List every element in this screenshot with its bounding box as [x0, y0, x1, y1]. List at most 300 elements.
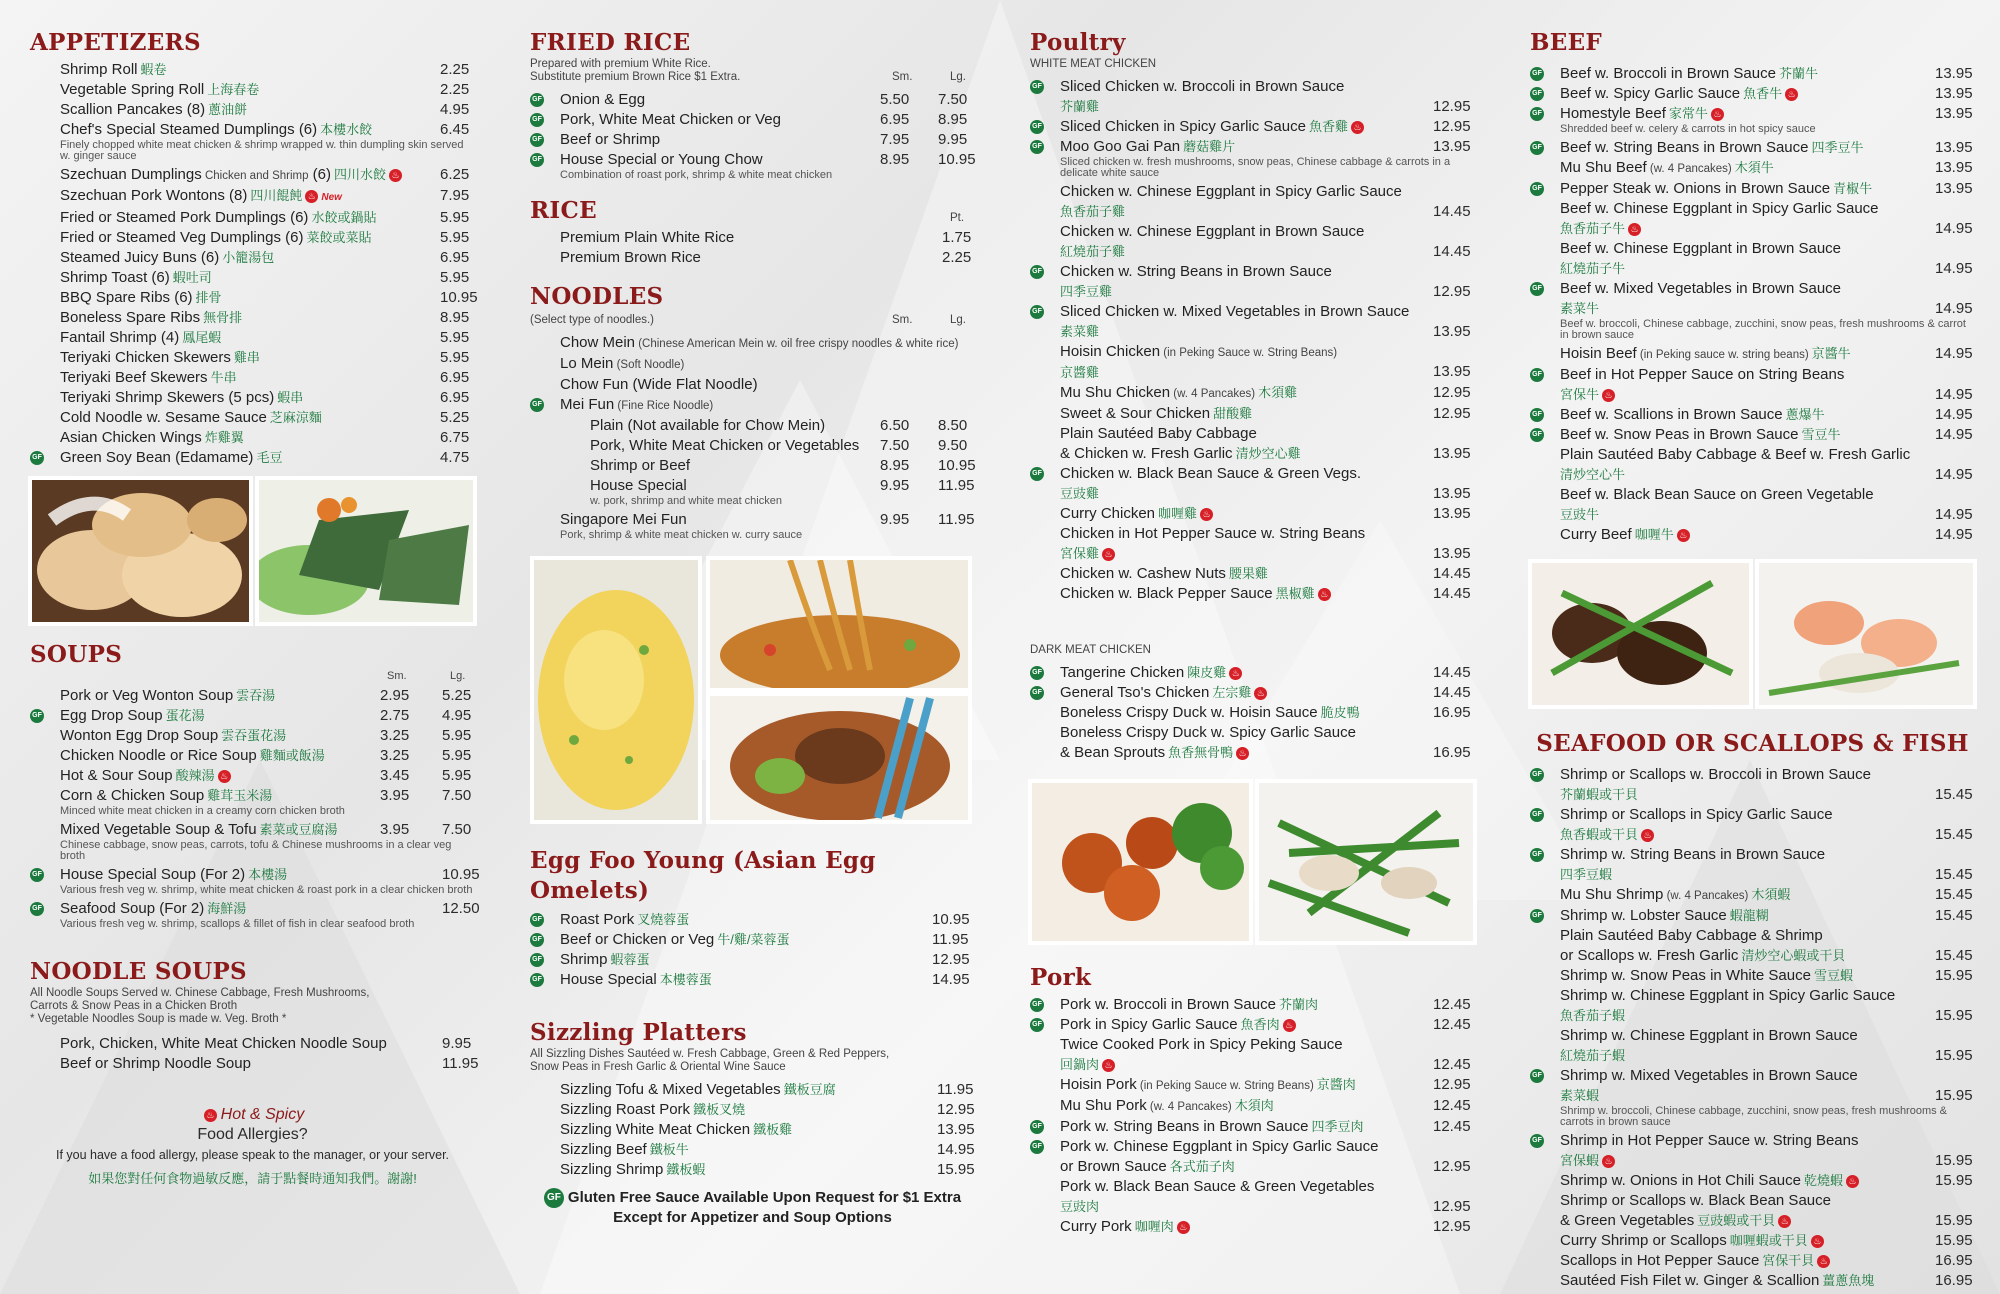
- gf-badge-icon: GF: [1030, 1120, 1044, 1134]
- menu-item: [530, 248, 975, 268]
- item-price: 15.95: [1935, 1212, 1973, 1229]
- gf-note-line-1: Gluten Free Sauce Available Upon Request for $1 Extra: [567, 1189, 962, 1206]
- menu-item: [1530, 138, 1975, 158]
- item-name: Mu Shu Shrimp: [1560, 886, 1664, 903]
- item-name: Beef or Chicken or Veg: [560, 931, 715, 948]
- menu-item: [1530, 405, 1975, 425]
- item-name: Curry Beef: [1560, 526, 1632, 543]
- general-tso-photo: [1028, 779, 1253, 945]
- menu-item: [530, 416, 975, 436]
- item-name: Homestyle Beef: [1560, 105, 1666, 122]
- menu-item: [30, 60, 475, 80]
- item-chinese-name: 豆豉牛: [1560, 507, 1600, 522]
- price-small: 9.95: [880, 511, 910, 528]
- item-name: Scallion Pancakes (8): [60, 101, 206, 118]
- item-price: 14.45: [1433, 203, 1471, 220]
- item-chinese-name: 牛/雞/菜蓉蛋: [717, 932, 790, 947]
- item-note: (w. 4 Pancakes): [1146, 1101, 1232, 1113]
- item-name: Twice Cooked Pork in Spicy Peking Sauce: [1060, 1036, 1343, 1053]
- item-chinese-name: 雲吞湯: [236, 688, 276, 703]
- item-price: 2.25: [942, 249, 972, 266]
- item-price: 14.95: [1935, 300, 1973, 317]
- gf-badge-icon: GF: [30, 902, 44, 916]
- item-name: Cold Noodle w. Sesame Sauce: [60, 409, 267, 426]
- menu-item: [1030, 663, 1475, 683]
- menu-item: [1530, 344, 1975, 365]
- chili-pepper-icon: ♨: [1817, 1255, 1830, 1268]
- item-name: Pork w. Chinese Eggplant in Spicy Garlic Sauce: [1060, 1138, 1379, 1155]
- item-name: Chicken w. Cashew Nuts: [1060, 565, 1226, 582]
- menu-item: [30, 766, 475, 786]
- item-name: Fried or Steamed Veg Dumplings (6): [60, 229, 304, 246]
- item-chinese-name: 京醬肉: [1316, 1077, 1356, 1092]
- chili-pepper-icon: ♨: [1200, 508, 1213, 521]
- poultry-photos: [1030, 779, 1475, 947]
- item-price: 9.95: [442, 1035, 472, 1052]
- item-chinese-name: 鐵板豆腐: [783, 1082, 836, 1097]
- chili-pepper-icon: ♨: [1641, 829, 1654, 842]
- item-name: Chow Fun (Wide Flat Noodle): [560, 376, 758, 393]
- item-name: Curry Chicken: [1060, 505, 1156, 522]
- lo-mein-image: [710, 560, 968, 688]
- item-price: 14.45: [1433, 565, 1471, 582]
- beef-noodle-soup-image: [710, 696, 968, 820]
- item-chinese-name: 左宗雞: [1212, 685, 1252, 700]
- item-note: (in Peking sauce w. string beans): [1636, 349, 1809, 361]
- price-small: 7.50: [880, 437, 910, 454]
- item-note: (w. 4 Pancakes): [1646, 163, 1732, 175]
- noodle-photos: [530, 556, 975, 826]
- item-chinese-name: 雞茸玉米湯: [207, 788, 273, 803]
- item-chinese-name: 鐵板雞: [753, 1122, 793, 1137]
- egg-foo-young-list: [530, 910, 975, 990]
- gf-badge-icon: GF: [30, 709, 44, 723]
- item-description: Chinese cabbage, snow peas, carrots, tofu & Chinese mushrooms in a clear veg broth: [60, 839, 452, 862]
- beef-photos: [1530, 559, 1975, 711]
- item-price: 16.95: [1433, 704, 1471, 721]
- appetizers-list: [30, 60, 478, 468]
- scallion-pancake-image: [259, 480, 473, 622]
- item-chinese-name: 魚香雞: [1308, 119, 1348, 134]
- item-name: Shrimp or Beef: [590, 457, 691, 474]
- item-description: Shrimp w. broccoli, Chinese cabbage, zucchini, snow peas, fresh mushrooms & carrots in brown sauce: [1560, 1105, 1948, 1128]
- menu-item: [530, 150, 975, 184]
- noodles-sm-label: Sm.: [892, 314, 913, 326]
- item-name: Seafood Soup (For 2): [60, 900, 205, 917]
- item-price: 13.95: [1433, 323, 1471, 340]
- price-large: 10.95: [442, 866, 480, 883]
- item-price: 4.75: [440, 449, 470, 466]
- menu-item: [30, 120, 475, 165]
- item-name: Shrimp or Scallops w. Broccoli in Brown Sauce: [1560, 766, 1871, 783]
- menu-item: [530, 110, 975, 130]
- item-chinese-name: 紅燒茄子蝦: [1560, 1048, 1626, 1063]
- chili-pepper-icon: ♨: [1811, 1235, 1824, 1248]
- menu-item: [530, 930, 975, 950]
- item-price: 5.95: [440, 329, 470, 346]
- fried-rice-image: [534, 560, 698, 820]
- menu-item: [30, 388, 475, 408]
- item-chinese-name: 魚香牛: [1743, 86, 1783, 101]
- item-name: Premium Plain White Rice: [560, 229, 735, 246]
- dark-meat-list: [1030, 663, 1475, 763]
- item-chinese-name: 叉燒蓉蛋: [637, 912, 690, 927]
- chili-pepper-icon: ♨: [1677, 529, 1690, 542]
- item-chinese-name: 魚香茄子蝦: [1560, 1008, 1626, 1023]
- gf-badge-icon: GF: [1030, 265, 1044, 279]
- gf-badge-icon: GF: [1530, 368, 1544, 382]
- item-chinese-name: 四川餛飩: [250, 188, 303, 203]
- noodles-title: NOODLES: [530, 283, 664, 310]
- price-small: 2.95: [380, 687, 410, 704]
- item-price: 5.95: [440, 349, 470, 366]
- item-name: Shrimp: [560, 951, 608, 968]
- item-price: 12.95: [937, 1101, 975, 1118]
- shrimp-photo: [1755, 559, 1977, 709]
- chili-pepper-icon: ♨: [1102, 548, 1115, 561]
- item-price: 6.25: [440, 166, 470, 183]
- item-name: House Special: [560, 971, 657, 988]
- item-price: 15.45: [1935, 826, 1973, 843]
- item-name: Boneless Crispy Duck w. Spicy Garlic Sauce: [1060, 724, 1356, 741]
- gf-badge-icon: GF: [1530, 428, 1544, 442]
- item-name: Shrimp w. Lobster Sauce: [1560, 907, 1727, 924]
- item-chinese-name: 鳳尾蝦: [182, 330, 222, 345]
- item-name: Moo Goo Gai Pan: [1060, 138, 1181, 155]
- fried-rice-sm-label: Sm.: [892, 71, 913, 83]
- menu-item: [1030, 1075, 1475, 1096]
- gf-note-line-2: Except for Appetizer and Soup Options: [613, 1209, 892, 1227]
- menu-item: [30, 448, 475, 468]
- price-large: 5.95: [442, 727, 472, 744]
- beef-title: BEEF: [1530, 29, 1603, 56]
- noodles-photo: [706, 556, 972, 692]
- item-name: Pork w. Broccoli in Brown Sauce: [1060, 996, 1276, 1013]
- item-price: 6.95: [440, 369, 470, 386]
- item-chinese-name: 木須蝦: [1751, 887, 1791, 902]
- item-chinese-name: 甜酸雞: [1213, 406, 1253, 421]
- item-chinese-name: 毛豆: [256, 450, 283, 465]
- item-name: Beef w. Chinese Eggplant in Spicy Garlic Sauce: [1560, 200, 1879, 217]
- item-chinese-name: 腰果雞: [1228, 566, 1268, 581]
- item-name: Chicken in Hot Pepper Sauce w. String Beans: [1060, 525, 1366, 542]
- egg-foo-young-title: Egg Foo Young (Asian Egg Omelets): [530, 847, 876, 904]
- item-name: Sautéed Fish Filet w. Ginger & Scallion: [1560, 1272, 1820, 1289]
- item-name: Sliced Chicken in Spicy Garlic Sauce: [1060, 118, 1306, 135]
- item-chinese-name: 雪豆牛: [1801, 427, 1841, 442]
- menu-item: [1030, 302, 1475, 342]
- item-name: Roast Pork: [560, 911, 635, 928]
- item-chinese-name: 四季豆蝦: [1560, 867, 1613, 882]
- item-name: Wonton Egg Drop Soup: [60, 727, 219, 744]
- beef-scallion-image: [1532, 563, 1749, 705]
- item-name: Shrimp w. Chinese Eggplant in Brown Sauce: [1560, 1027, 1858, 1044]
- item-chinese-name: 蔥爆牛: [1785, 407, 1825, 422]
- item-name: Plain Sautéed Baby Cabbage & Beef w. Fresh Garlic: [1560, 446, 1911, 463]
- soups-list: [30, 686, 480, 933]
- item-name: Boneless Crispy Duck w. Hoisin Sauce: [1060, 704, 1318, 721]
- menu-item: [1030, 1177, 1475, 1217]
- item-price: 12.95: [932, 951, 970, 968]
- item-price: 13.95: [1433, 445, 1471, 462]
- item-price: 5.95: [440, 269, 470, 286]
- item-chinese-name: 宮保雞: [1060, 546, 1100, 561]
- menu-item: [1530, 365, 1975, 405]
- chili-pepper-icon: ♨: [204, 1109, 217, 1122]
- item-chinese-name: 無骨排: [203, 310, 243, 325]
- item-chinese-name: 雞串: [233, 350, 260, 365]
- allergy-chinese: 如果您對任何食物過敏反應，請于點餐時通知我們。謝謝!: [88, 1171, 417, 1186]
- item-chinese-name: 蘑菇雞片: [1183, 139, 1236, 154]
- allergy-line: If you have a food allergy, please speak to the manager, or your server.: [55, 1148, 450, 1162]
- item-price: 12.95: [1433, 283, 1471, 300]
- soups-size-header: [30, 670, 475, 684]
- chicken-string-beans-image: [1259, 783, 1473, 941]
- item-price: 10.95: [932, 911, 970, 928]
- menu-item: [1030, 424, 1475, 464]
- dumplings-photo: [28, 476, 253, 626]
- item-name: Lo Mein: [560, 355, 614, 372]
- gf-badge-icon: GF: [530, 913, 544, 927]
- menu-item: [1530, 1066, 1975, 1131]
- item-name: Chicken Noodle or Rice Soup: [60, 747, 257, 764]
- item-chinese-name: 芥蘭雞: [1060, 99, 1100, 114]
- chili-pepper-icon: ♨: [1229, 667, 1242, 680]
- item-chinese-name: 鐵板叉燒: [693, 1102, 746, 1117]
- item-name: Sizzling Roast Pork: [560, 1101, 691, 1118]
- menu-item: [1530, 64, 1975, 84]
- noodle-soup-photo: [706, 692, 972, 824]
- gf-badge-icon: GF: [1030, 80, 1044, 94]
- menu-item: [1530, 885, 1975, 906]
- item-price: 10.95: [440, 289, 478, 306]
- item-name: General Tso's Chicken: [1060, 684, 1210, 701]
- chili-pepper-icon: ♨: [1254, 687, 1267, 700]
- gf-badge-icon: GF: [530, 953, 544, 967]
- gf-badge-icon: GF: [1530, 848, 1544, 862]
- item-price: 14.45: [1433, 585, 1471, 602]
- beef-list: [1530, 64, 1975, 545]
- item-price: 12.95: [1433, 1198, 1471, 1215]
- menu-item: [1530, 926, 1975, 966]
- noodle-soups-title: NOODLE SOUPS: [30, 958, 247, 985]
- item-name-line-2: & Green Vegetables: [1560, 1212, 1695, 1229]
- item-chinese-name: 咖喱雞: [1158, 506, 1198, 521]
- item-name: Sizzling Tofu & Mixed Vegetables: [560, 1081, 781, 1098]
- item-name: Shrimp w. Snow Peas in White Sauce: [1560, 967, 1811, 984]
- item-name: Teriyaki Chicken Skewers: [60, 349, 231, 366]
- item-chinese-name: 蛋花湯: [165, 708, 205, 723]
- item-chinese-name: 蝦吐司: [172, 270, 212, 285]
- item-price: 15.95: [1935, 1152, 1973, 1169]
- menu-item: [1530, 445, 1975, 485]
- item-name: Plain Sautéed Baby Cabbage & Shrimp: [1560, 927, 1823, 944]
- gf-badge-icon: GF: [1030, 305, 1044, 319]
- gf-badge-icon: GF: [30, 451, 44, 465]
- menu-item: [30, 308, 475, 328]
- item-chinese-name: 素菜牛: [1560, 301, 1600, 316]
- item-chinese-name: 芝麻涼麵: [269, 410, 322, 425]
- item-name: Scallops in Hot Pepper Sauce: [1560, 1252, 1760, 1269]
- item-name: Pork w. String Beans in Brown Sauce: [1060, 1118, 1309, 1135]
- menu-item: [1030, 1035, 1475, 1075]
- item-chinese-name: 魚香蝦或干貝: [1560, 827, 1639, 842]
- menu-item: [530, 1140, 975, 1160]
- rice-list: [530, 228, 975, 268]
- menu-item: [1030, 564, 1475, 584]
- item-price: 12.95: [1433, 1218, 1471, 1235]
- price-large: 5.25: [442, 687, 472, 704]
- item-price: 16.95: [1433, 744, 1471, 761]
- item-chinese-name: 四季豆肉: [1311, 1119, 1364, 1134]
- item-chinese-name: 水餃或鍋貼: [311, 210, 377, 225]
- beef-scallion-photo: [1528, 559, 1753, 709]
- item-name: Tangerine Chicken: [1060, 664, 1185, 681]
- menu-item: [30, 208, 475, 228]
- menu-item: [1030, 464, 1475, 504]
- item-name: Mu Shu Chicken: [1060, 384, 1171, 401]
- item-note: (Soft Noodle): [613, 359, 685, 371]
- item-chinese-name: 鐵板牛: [649, 1142, 689, 1157]
- item-name: Beef w. Scallions in Brown Sauce: [1560, 406, 1783, 423]
- menu-item: [530, 1160, 975, 1180]
- menu-item: [530, 354, 975, 375]
- item-name: House Special or Young Chow: [560, 151, 763, 168]
- item-name: Curry Shrimp or Scallops: [1560, 1232, 1727, 1249]
- item-price: 15.95: [1935, 1172, 1973, 1189]
- gf-badge-icon: GF: [30, 868, 44, 882]
- item-description: Combination of roast pork, shrimp & white meat chicken: [560, 169, 833, 181]
- fried-rice-title: FRIED RICE: [530, 29, 691, 56]
- allergy-notice: [30, 1104, 475, 1189]
- gf-badge-icon: GF: [1530, 67, 1544, 81]
- item-name: Egg Drop Soup: [60, 707, 163, 724]
- menu-item: [1530, 84, 1975, 104]
- item-name: Plain Sautéed Baby Cabbage: [1060, 425, 1257, 442]
- column-1: [30, 28, 480, 1189]
- item-price: 13.95: [1935, 65, 1973, 82]
- item-price: 15.45: [1935, 907, 1973, 924]
- price-large: 7.50: [938, 91, 968, 108]
- item-name: Pork w. Black Bean Sauce & Green Vegetables: [1060, 1178, 1375, 1195]
- item-chinese-name: 素菜蝦: [1560, 1088, 1600, 1103]
- menu-item: [1030, 1137, 1475, 1177]
- item-note: (w. 4 Pancakes): [1663, 890, 1749, 902]
- item-price: 12.95: [1433, 1158, 1471, 1175]
- item-chinese-name: 紅燒茄子雞: [1060, 244, 1126, 259]
- noodle-soups-note-3: * Vegetable Noodles Soup is made w. Veg. Broth *: [30, 1013, 287, 1025]
- item-price: 13.95: [1935, 180, 1973, 197]
- gf-badge-icon: GF: [530, 113, 544, 127]
- item-name: Beef w. Broccoli in Brown Sauce: [1560, 65, 1776, 82]
- item-chinese-name: 豆豉蝦或干貝: [1697, 1213, 1776, 1228]
- chili-pepper-icon: ♨: [1602, 389, 1615, 402]
- menu-item: [530, 476, 975, 510]
- appetizers-title: APPETIZERS: [30, 29, 201, 56]
- item-price: 15.45: [1935, 947, 1973, 964]
- menu-item: [30, 100, 475, 120]
- item-name: Shrimp w. String Beans in Brown Sauce: [1560, 846, 1826, 863]
- item-name: Asian Chicken Wings: [60, 429, 202, 446]
- item-price: 13.95: [1433, 363, 1471, 380]
- item-name-line-2: & Bean Sprouts: [1060, 744, 1166, 761]
- soups-lg-label: Lg.: [450, 670, 466, 682]
- price-large: 5.95: [442, 747, 472, 764]
- item-chinese-name: 芥蘭蝦或干貝: [1560, 787, 1639, 802]
- item-name: Sizzling White Meat Chicken: [560, 1121, 751, 1138]
- item-description: w. pork, shrimp and white meat chicken: [590, 495, 782, 507]
- item-price: 14.45: [1433, 684, 1471, 701]
- item-chinese-name: 魚香無骨鴨: [1168, 745, 1234, 760]
- item-price: 5.95: [440, 209, 470, 226]
- menu-item: [30, 726, 475, 746]
- item-description: Pork, shrimp & white meat chicken w. curry sauce: [560, 529, 803, 541]
- price-small: 6.95: [880, 111, 910, 128]
- menu-item: [530, 970, 975, 990]
- menu-item: [1030, 117, 1475, 137]
- chili-pepper-icon: ♨: [1102, 1059, 1115, 1072]
- menu-item: [1030, 383, 1475, 404]
- item-description: Finely chopped white meat chicken & shrimp wrapped w. thin dumpling skin served w. ginger sauce: [60, 139, 464, 162]
- item-price: 12.95: [1433, 1076, 1471, 1093]
- chili-pepper-icon: ♨: [1283, 1019, 1296, 1032]
- item-price: 14.95: [1935, 526, 1973, 543]
- menu-item: [30, 1034, 475, 1054]
- item-chinese-name: 雞麵或飯湯: [259, 748, 325, 763]
- item-name: Sizzling Beef: [560, 1141, 647, 1158]
- item-name: Premium Brown Rice: [560, 249, 701, 266]
- item-price: 12.45: [1433, 1118, 1471, 1135]
- price-small: 3.95: [380, 821, 410, 838]
- item-chinese-name: 芥蘭牛: [1778, 66, 1818, 81]
- chili-pepper-icon: ♨: [1711, 108, 1724, 121]
- price-large: 10.95: [938, 457, 976, 474]
- item-chinese-name: 菜餃或菜貼: [306, 230, 372, 245]
- pork-title: Pork: [1030, 964, 1092, 991]
- rice-pt-label: Pt.: [950, 212, 965, 224]
- poultry-title: Poultry: [1030, 29, 1126, 56]
- menu-item: [530, 1120, 975, 1140]
- item-chinese-name: 京醬雞: [1060, 365, 1100, 380]
- item-chinese-name: 咖喱肉: [1134, 1219, 1174, 1234]
- item-note: (Fine Rice Noodle): [614, 400, 714, 412]
- item-price: 6.75: [440, 429, 470, 446]
- item-name: Shrimp w. Chinese Eggplant in Spicy Garlic Sauce: [1560, 987, 1896, 1004]
- gf-badge-icon: GF: [1030, 467, 1044, 481]
- menu-item: [1030, 683, 1475, 703]
- menu-item: [1530, 1231, 1975, 1251]
- menu-item: [1530, 199, 1975, 239]
- new-badge: New: [321, 192, 342, 203]
- item-name: Chicken w. String Beans in Brown Sauce: [1060, 263, 1332, 280]
- item-chinese-name: 本樓水餃: [320, 122, 373, 137]
- item-price: 13.95: [1935, 159, 1973, 176]
- menu-item: [1530, 525, 1975, 545]
- menu-item: [1030, 1217, 1475, 1237]
- item-price: 6.45: [440, 121, 470, 138]
- gf-badge-icon: GF: [1530, 182, 1544, 196]
- gf-badge-icon: GF: [1530, 107, 1544, 121]
- chili-pepper-icon: ♨: [305, 190, 318, 203]
- item-price: 11.95: [932, 931, 969, 948]
- item-price: 13.95: [1433, 138, 1471, 155]
- noodles-note: (Select type of noodles.): [530, 314, 655, 326]
- item-note: (in Peking Sauce w. String Beans): [1136, 1080, 1314, 1092]
- item-name: Fantail Shrimp (4): [60, 329, 180, 346]
- item-price: 8.95: [440, 309, 470, 326]
- menu-item: [30, 706, 475, 726]
- item-chinese-name: 脆皮鴨: [1320, 705, 1360, 720]
